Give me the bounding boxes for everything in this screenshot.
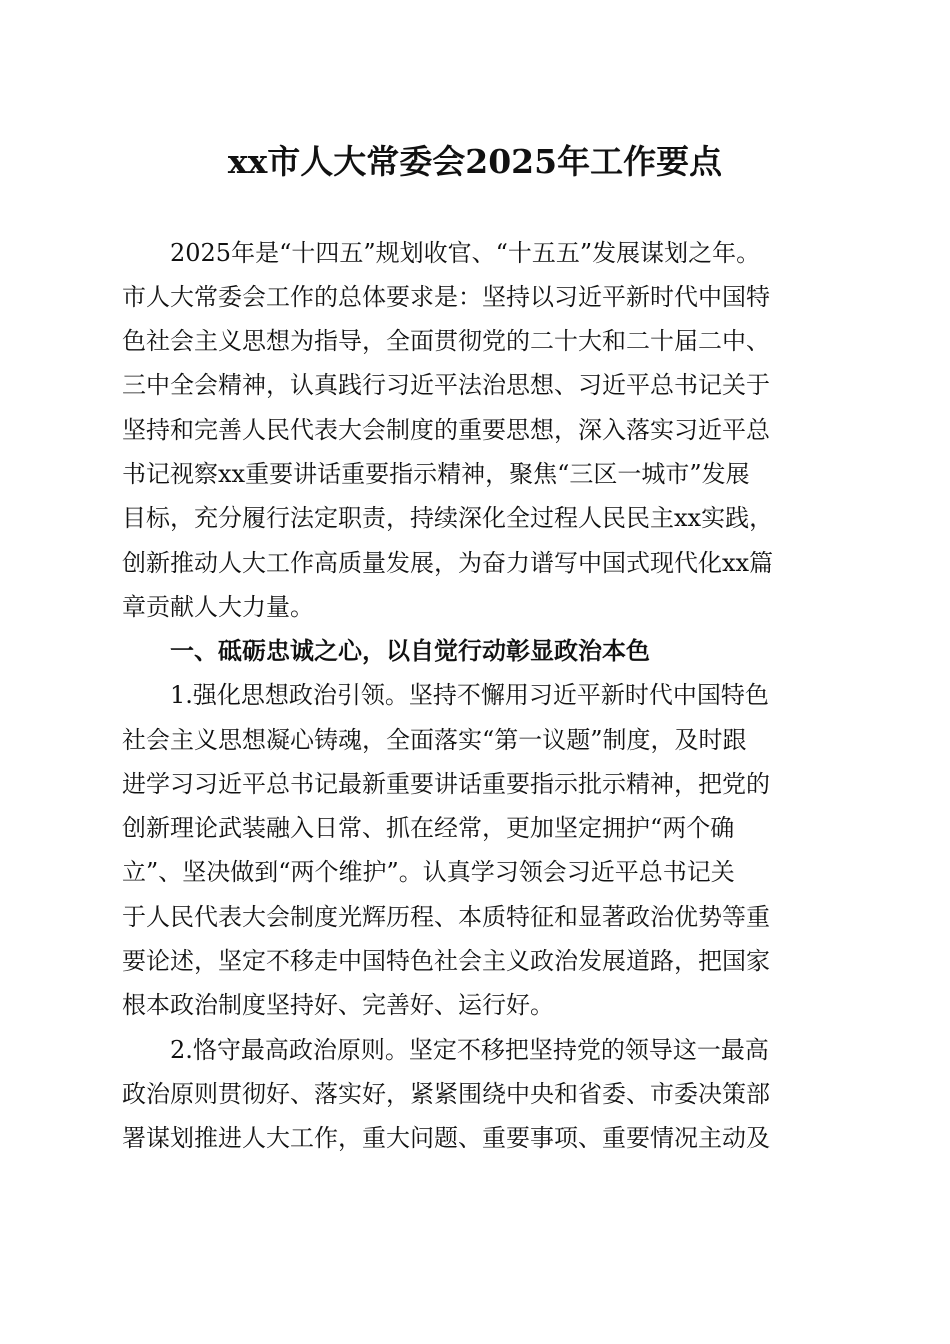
document-title: xx市人大常委会2025年工作要点	[227, 142, 723, 181]
paragraph-line: 创新推动人大工作高质量发展，为奋力谱写中国式现代化xx篇	[122, 549, 774, 577]
paragraph-line: 市人大常委会工作的总体要求是：坚持以习近平新时代中国特	[122, 283, 770, 311]
paragraph-line: 色社会主义思想为指导，全面贯彻党的二十大和二十届二中、	[122, 327, 770, 355]
paragraph-line: 2.恪守最高政治原则。坚定不移把坚持党的领导这一最高	[170, 1036, 769, 1064]
paragraph-line: 书记视察xx重要讲话重要指示精神，聚焦“三区一城市”发展	[122, 460, 750, 488]
paragraph-line: 于人民代表大会制度光辉历程、本质特征和显著政治优势等重	[122, 903, 770, 931]
paragraph-line: 1.强化思想政治引领。坚持不懈用习近平新时代中国特色	[170, 681, 769, 709]
paragraph-line: 根本政治制度坚持好、完善好、运行好。	[122, 991, 554, 1019]
paragraph-line: 进学习习近平总书记最新重要讲话重要指示批示精神，把党的	[122, 770, 770, 798]
paragraph-line: 目标，充分履行法定职责，持续深化全过程人民民主xx实践，	[122, 504, 774, 532]
paragraph-line: 三中全会精神，认真践行习近平法治思想、习近平总书记关于	[122, 371, 770, 399]
paragraph-line: 坚持和完善人民代表大会制度的重要思想，深入落实习近平总	[122, 416, 770, 444]
paragraph-line: 2025年是“十四五”规划收官、“十五五”发展谋划之年。	[170, 239, 761, 267]
paragraph-line: 创新理论武装融入日常、抓在经常，更加坚定拥护“两个确	[122, 814, 735, 842]
paragraph-line: 政治原则贯彻好、落实好，紧紧围绕中央和省委、市委决策部	[122, 1080, 770, 1108]
paragraph-line: 要论述，坚定不移走中国特色社会主义政治发展道路，把国家	[122, 947, 770, 975]
paragraph-line: 章贡献人大力量。	[122, 593, 314, 621]
section-heading: 一、砥砺忠诚之心，以自觉行动彰显政治本色	[170, 637, 650, 665]
paragraph-line: 社会主义思想凝心铸魂，全面落实“第一议题”制度，及时跟	[122, 726, 747, 754]
paragraph-line: 立”、坚决做到“两个维护”。认真学习领会习近平总书记关	[122, 858, 735, 886]
paragraph-line: 署谋划推进人大工作，重大问题、重要事项、重要情况主动及	[122, 1124, 770, 1152]
